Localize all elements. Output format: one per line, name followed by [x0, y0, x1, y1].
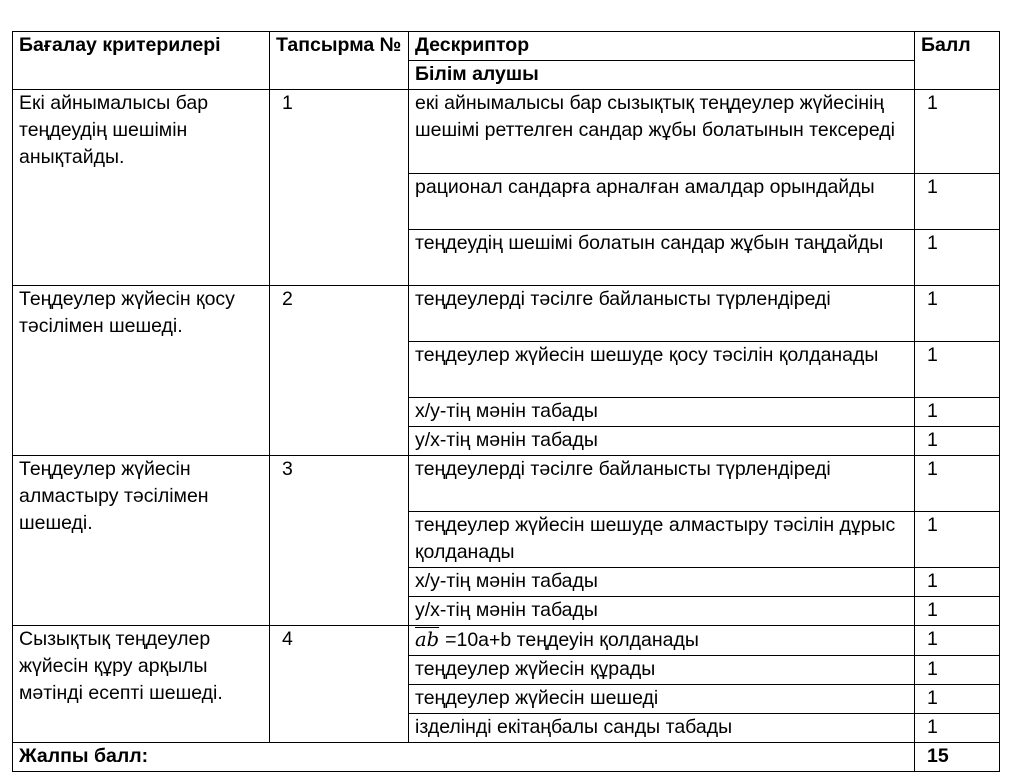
descriptor-cell: теңдеулер жүйесін шешеді — [409, 685, 915, 714]
table-row — [13, 456, 1000, 512]
descriptor-cell: теңдеулер жүйесін шешуде қосу тәсілін қолданады — [409, 342, 915, 398]
score-cell: 1 — [915, 597, 1000, 626]
total-score: 15 — [915, 743, 1000, 772]
score-cell: 1 — [915, 512, 1000, 568]
descriptor-cell: теңдеулерді тәсілге байланысты түрлендіреді — [409, 456, 915, 512]
score-cell: 1 — [915, 656, 1000, 685]
score-cell: 1 — [915, 568, 1000, 597]
table-row — [13, 626, 1000, 656]
task-number-cell: 4 — [270, 626, 409, 743]
score-cell: 1 — [915, 230, 1000, 286]
score-cell: 1 — [915, 90, 1000, 174]
score-cell: 1 — [915, 714, 1000, 743]
header-row — [13, 32, 1000, 61]
ab-overline-notation: $\overline{ab}$ — [415, 628, 440, 651]
descriptor-cell: y/x-тің мәнін табады — [409, 427, 915, 456]
descriptor-cell: x/y-тің мәнін табады — [409, 398, 915, 427]
descriptor-cell: ізделінді екітаңбалы санды табады — [409, 714, 915, 743]
score-cell: 1 — [915, 427, 1000, 456]
header-task: Тапсырма № — [270, 32, 409, 90]
descriptor-cell: рационал сандарға арналған амалдар орындайды — [409, 174, 915, 230]
descriptor-cell: y/x-тің мәнін табады — [409, 597, 915, 626]
header-criteria: Бағалау критерилері — [13, 32, 270, 90]
criterion-cell: Теңдеулер жүйесін қосу тәсілімен шешеді. — [13, 286, 270, 456]
score-cell: 1 — [915, 456, 1000, 512]
criterion-cell: Сызықтық теңдеулер жүйесін құру арқылы мәтінді есепті шешеді. — [13, 626, 270, 743]
table-row — [13, 90, 1000, 174]
score-cell: 1 — [915, 685, 1000, 714]
descriptor-cell: теңдеудің шешімі болатын сандар жұбын таңдайды — [409, 230, 915, 286]
criterion-cell: Екі айнымалысы бар теңдеудің шешімін анықтайды. — [13, 90, 270, 286]
header-learner: Білім алушы — [409, 61, 915, 90]
score-cell: 1 — [915, 174, 1000, 230]
descriptor-cell: теңдеулерді тәсілге байланысты түрлендіреді — [409, 286, 915, 342]
score-cell: 1 — [915, 626, 1000, 656]
table-row — [13, 286, 1000, 342]
score-cell: 1 — [915, 342, 1000, 398]
rubric-container — [12, 31, 1000, 772]
descriptor-cell — [409, 626, 915, 656]
criterion-cell: Теңдеулер жүйесін алмастыру тәсілімен шешеді. — [13, 456, 270, 626]
score-cell: 1 — [915, 286, 1000, 342]
total-row — [13, 743, 1000, 772]
header-score: Балл — [915, 32, 1000, 90]
task-number-cell: 1 — [270, 90, 409, 286]
task-number-cell: 2 — [270, 286, 409, 456]
descriptor-cell: x/y-тің мәнін табады — [409, 568, 915, 597]
score-cell: 1 — [915, 398, 1000, 427]
descriptor-text: =10a+b теңдеуін қолданады — [445, 629, 699, 651]
descriptor-cell: екі айнымалысы бар сызықтық теңдеулер жүйесінің шешімі реттелген сандар жұбы болатынын тексереді — [409, 90, 915, 174]
task-number-cell: 3 — [270, 456, 409, 626]
header-descriptor: Дескриптор — [409, 32, 915, 61]
assessment-rubric-table — [12, 31, 1000, 772]
total-label: Жалпы балл: — [13, 743, 915, 772]
descriptor-cell: теңдеулер жүйесін шешуде алмастыру тәсілін дұрыс қолданады — [409, 512, 915, 568]
descriptor-cell: теңдеулер жүйесін құрады — [409, 656, 915, 685]
